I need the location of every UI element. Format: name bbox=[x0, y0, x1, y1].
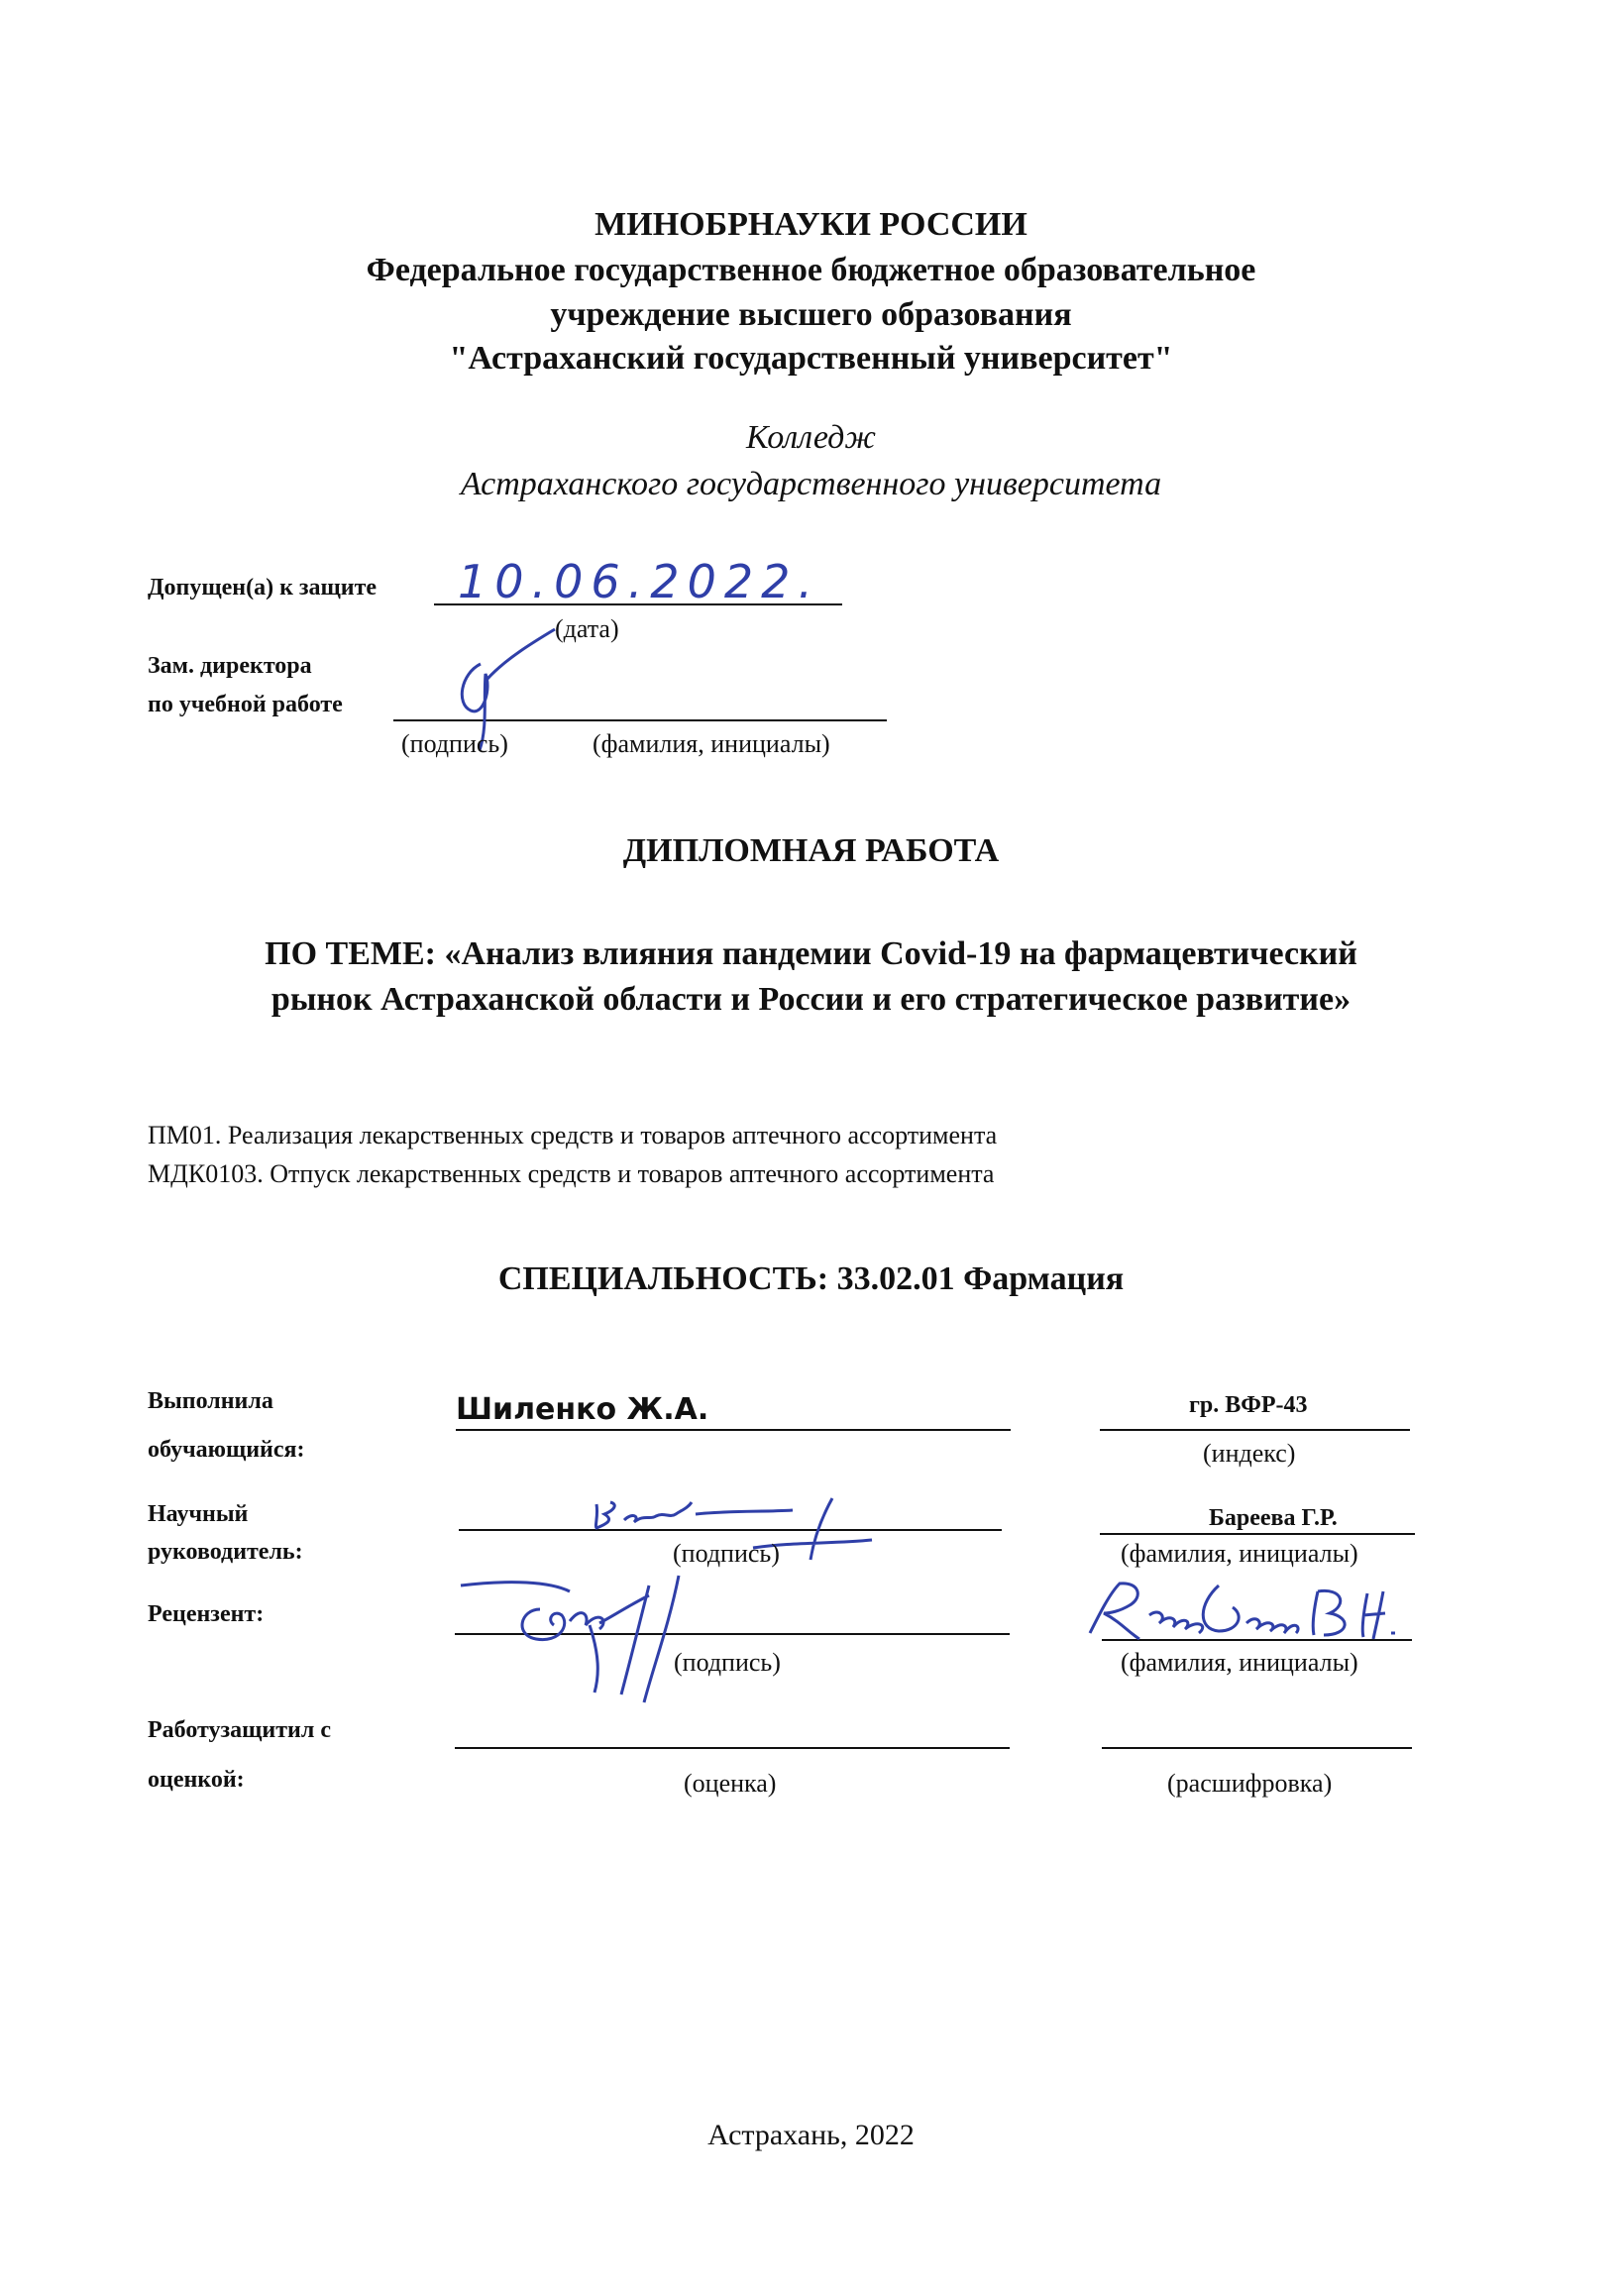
reviewer-name-caption: (фамилия, инициалы) bbox=[1121, 1648, 1358, 1677]
deputy-sign-caption: (подпись) bbox=[401, 729, 508, 758]
deputy-name-caption: (фамилия, инициалы) bbox=[593, 729, 830, 758]
adviser-name-line bbox=[1100, 1533, 1415, 1535]
student-name-line bbox=[456, 1429, 1011, 1431]
adviser-sign-caption: (подпись) bbox=[673, 1539, 780, 1568]
decode-line bbox=[1102, 1747, 1412, 1749]
reviewer-signature bbox=[451, 1566, 768, 1704]
group-line bbox=[1100, 1429, 1410, 1431]
grade-caption: (оценка) bbox=[684, 1769, 777, 1798]
group-caption: (индекс) bbox=[1203, 1439, 1296, 1468]
adviser-label-line-1: Научный bbox=[148, 1501, 249, 1527]
specialty: СПЕЦИАЛЬНОСТЬ: 33.02.01 Фармация bbox=[497, 1260, 1125, 1297]
done-label-line-2: обучающийся: bbox=[148, 1437, 305, 1463]
decode-caption: (расшифровка) bbox=[1167, 1769, 1333, 1798]
organization-line-2: учреждение высшего образования bbox=[550, 296, 1072, 333]
admission-date-handwritten: 10.06.2022. bbox=[458, 555, 820, 608]
student-group: гр. ВФР-43 bbox=[1189, 1392, 1308, 1418]
reviewer-sign-caption: (подпись) bbox=[674, 1648, 781, 1677]
topic-line-2: рынок Астраханской области и России и его стратегическое развитие» bbox=[270, 981, 1352, 1018]
done-label-line-1: Выполнила bbox=[148, 1388, 273, 1414]
college-line-1: Колледж bbox=[745, 419, 876, 456]
date-caption: (дата) bbox=[555, 614, 619, 643]
student-name: Шиленко Ж.А. bbox=[456, 1392, 709, 1427]
college-line-2: Астраханского государственного университета bbox=[460, 466, 1162, 502]
city-year: Астрахань, 2022 bbox=[707, 2119, 915, 2151]
reviewer-name-handwritten bbox=[1070, 1574, 1466, 1653]
deputy-label-line-1: Зам. директора bbox=[148, 653, 312, 679]
work-type-title: ДИПЛОМНАЯ РАБОТА bbox=[622, 832, 1000, 869]
admission-label: Допущен(а) к защите bbox=[148, 575, 378, 601]
topic-line-1: ПО ТЕМЕ: «Анализ влияния пандемии Covid-19 на фармацевтический bbox=[265, 935, 1357, 972]
ministry-title: МИНОБРНАУКИ РОССИИ bbox=[595, 206, 1027, 243]
pm-module: ПМ01. Реализация лекарственных средств и товаров аптечного ассортимента bbox=[148, 1121, 998, 1149]
organization-line-3: "Астраханский государственный университет" bbox=[449, 340, 1173, 377]
mdk-course: МДК0103. Отпуск лекарственных средств и товаров аптечного ассортимента bbox=[148, 1159, 995, 1188]
adviser-name: Бареева Г.Р. bbox=[1209, 1505, 1338, 1531]
grade-line bbox=[455, 1747, 1010, 1749]
defense-label-line-2: оценкой: bbox=[148, 1767, 245, 1793]
reviewer-label: Рецензент: bbox=[148, 1601, 265, 1627]
adviser-label-line-2: руководитель: bbox=[148, 1539, 303, 1565]
adviser-name-caption: (фамилия, инициалы) bbox=[1121, 1539, 1358, 1568]
deputy-label-line-2: по учебной работе bbox=[148, 692, 343, 717]
organization-line-1: Федеральное государственное бюджетное образовательное bbox=[366, 252, 1256, 288]
defense-label-line-1: Работузащитил с bbox=[148, 1717, 331, 1743]
